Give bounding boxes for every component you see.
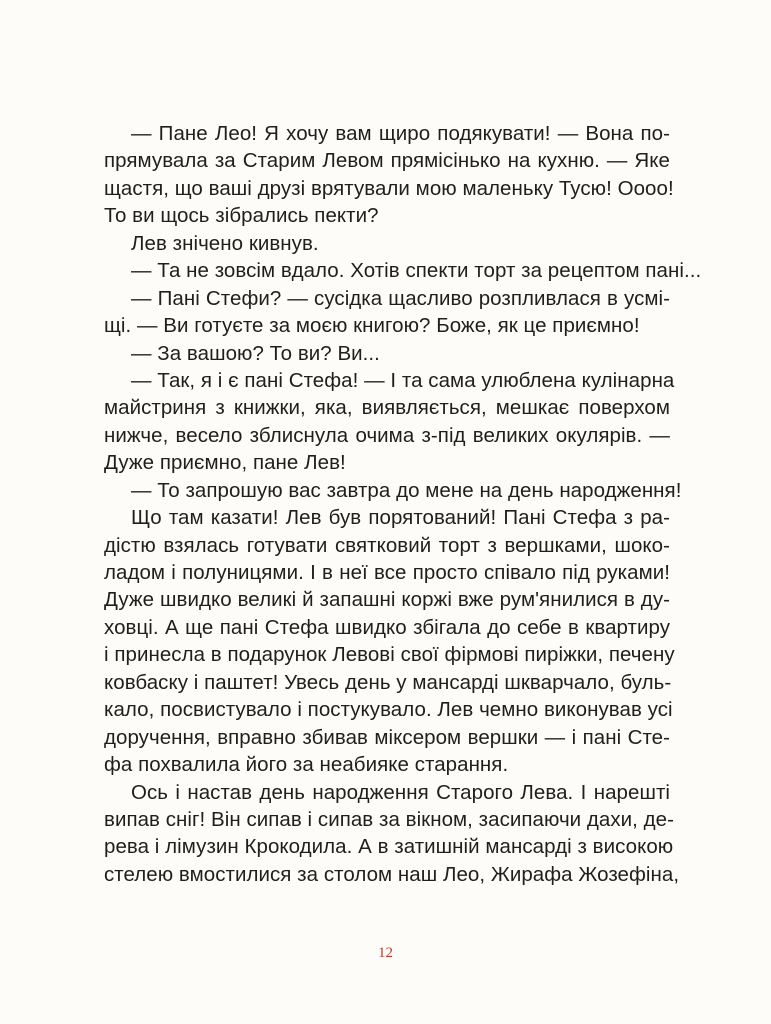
text-line: випав сніг! Він сипав і сипав за вікном, засипаючи дахи, де- bbox=[104, 807, 675, 831]
text-line: Ось і настав день народження Старого Лева. І нарешті bbox=[131, 780, 670, 804]
text-line: щастя, що ваші друзі врятували мою маленьку Тусю! Оооо! bbox=[104, 176, 674, 200]
text-line: — Пані Стефи? — сусідка щасливо розпливлася в усмі- bbox=[131, 286, 670, 310]
text-line: стелею вмостилися за столом наш Лео, Жирафа Жозефіна, bbox=[104, 862, 680, 886]
text-line: доручення, вправно збивав міксером вершки — і пані Сте- bbox=[104, 725, 670, 749]
body-text bbox=[104, 120, 702, 888]
text-line: — То запрошую вас завтра до мене на день народження! bbox=[131, 478, 682, 502]
text-line: ховці. А ще пані Стефа швидко збігала до себе в квартиру bbox=[104, 615, 670, 639]
text-line: — Так, я і є пані Стефа! — І та сама улюблена кулінарна bbox=[131, 368, 675, 392]
page-number: 12 bbox=[378, 945, 393, 961]
text-line: фа похвалила його за неабияке старання. bbox=[104, 753, 509, 777]
text-line: рева і лімузин Крокодила. А в затишній мансарді з високою bbox=[104, 835, 674, 859]
text-line: Що там казати! Лев був порятований! Пані Стефа з ра- bbox=[131, 506, 670, 530]
text-line: ковбаску і паштет! Увесь день у мансарді шкварчало, буль- bbox=[104, 670, 672, 694]
text-line: прямувала за Старим Левом прямісінько на кухню. — Яке bbox=[104, 149, 670, 173]
text-line: ладом і полуницями. І в неї все просто співало під руками! bbox=[104, 561, 670, 584]
text-line: Дуже швидко великі й запашні коржі вже рум'янилися в ду- bbox=[104, 588, 670, 612]
text-line: кало, посвистувало і постукувало. Лев чемно виконував усі bbox=[104, 698, 673, 722]
text-line: Лев знічено кивнув. bbox=[131, 231, 319, 255]
text-line: майстриня з книжки, яка, виявляється, мешкає поверхом bbox=[104, 396, 670, 420]
text-line: і принесла в подарунок Левові свої фірмові пиріжки, печену bbox=[104, 643, 675, 667]
text-line: — За вашою? То ви? Ви... bbox=[131, 341, 380, 365]
text-line: То ви щось зібрались пекти? bbox=[104, 204, 379, 228]
text-line: нижче, весело зблиснула очима з-під великих окулярів. — bbox=[104, 423, 670, 447]
text-line: — Та не зовсім вдало. Хотів спекти торт за рецептом пані... bbox=[131, 259, 702, 283]
text-line: дістю взялась готувати святковий торт з вершками, шоко- bbox=[104, 533, 670, 557]
text-line: — Пане Лео! Я хочу вам щиро подякувати! — Вона по- bbox=[131, 122, 670, 145]
text-line: щі. — Ви готуєте за моєю книгою? Боже, як це приємно! bbox=[104, 314, 640, 338]
text-line: Дуже приємно, пане Лев! bbox=[104, 451, 346, 475]
